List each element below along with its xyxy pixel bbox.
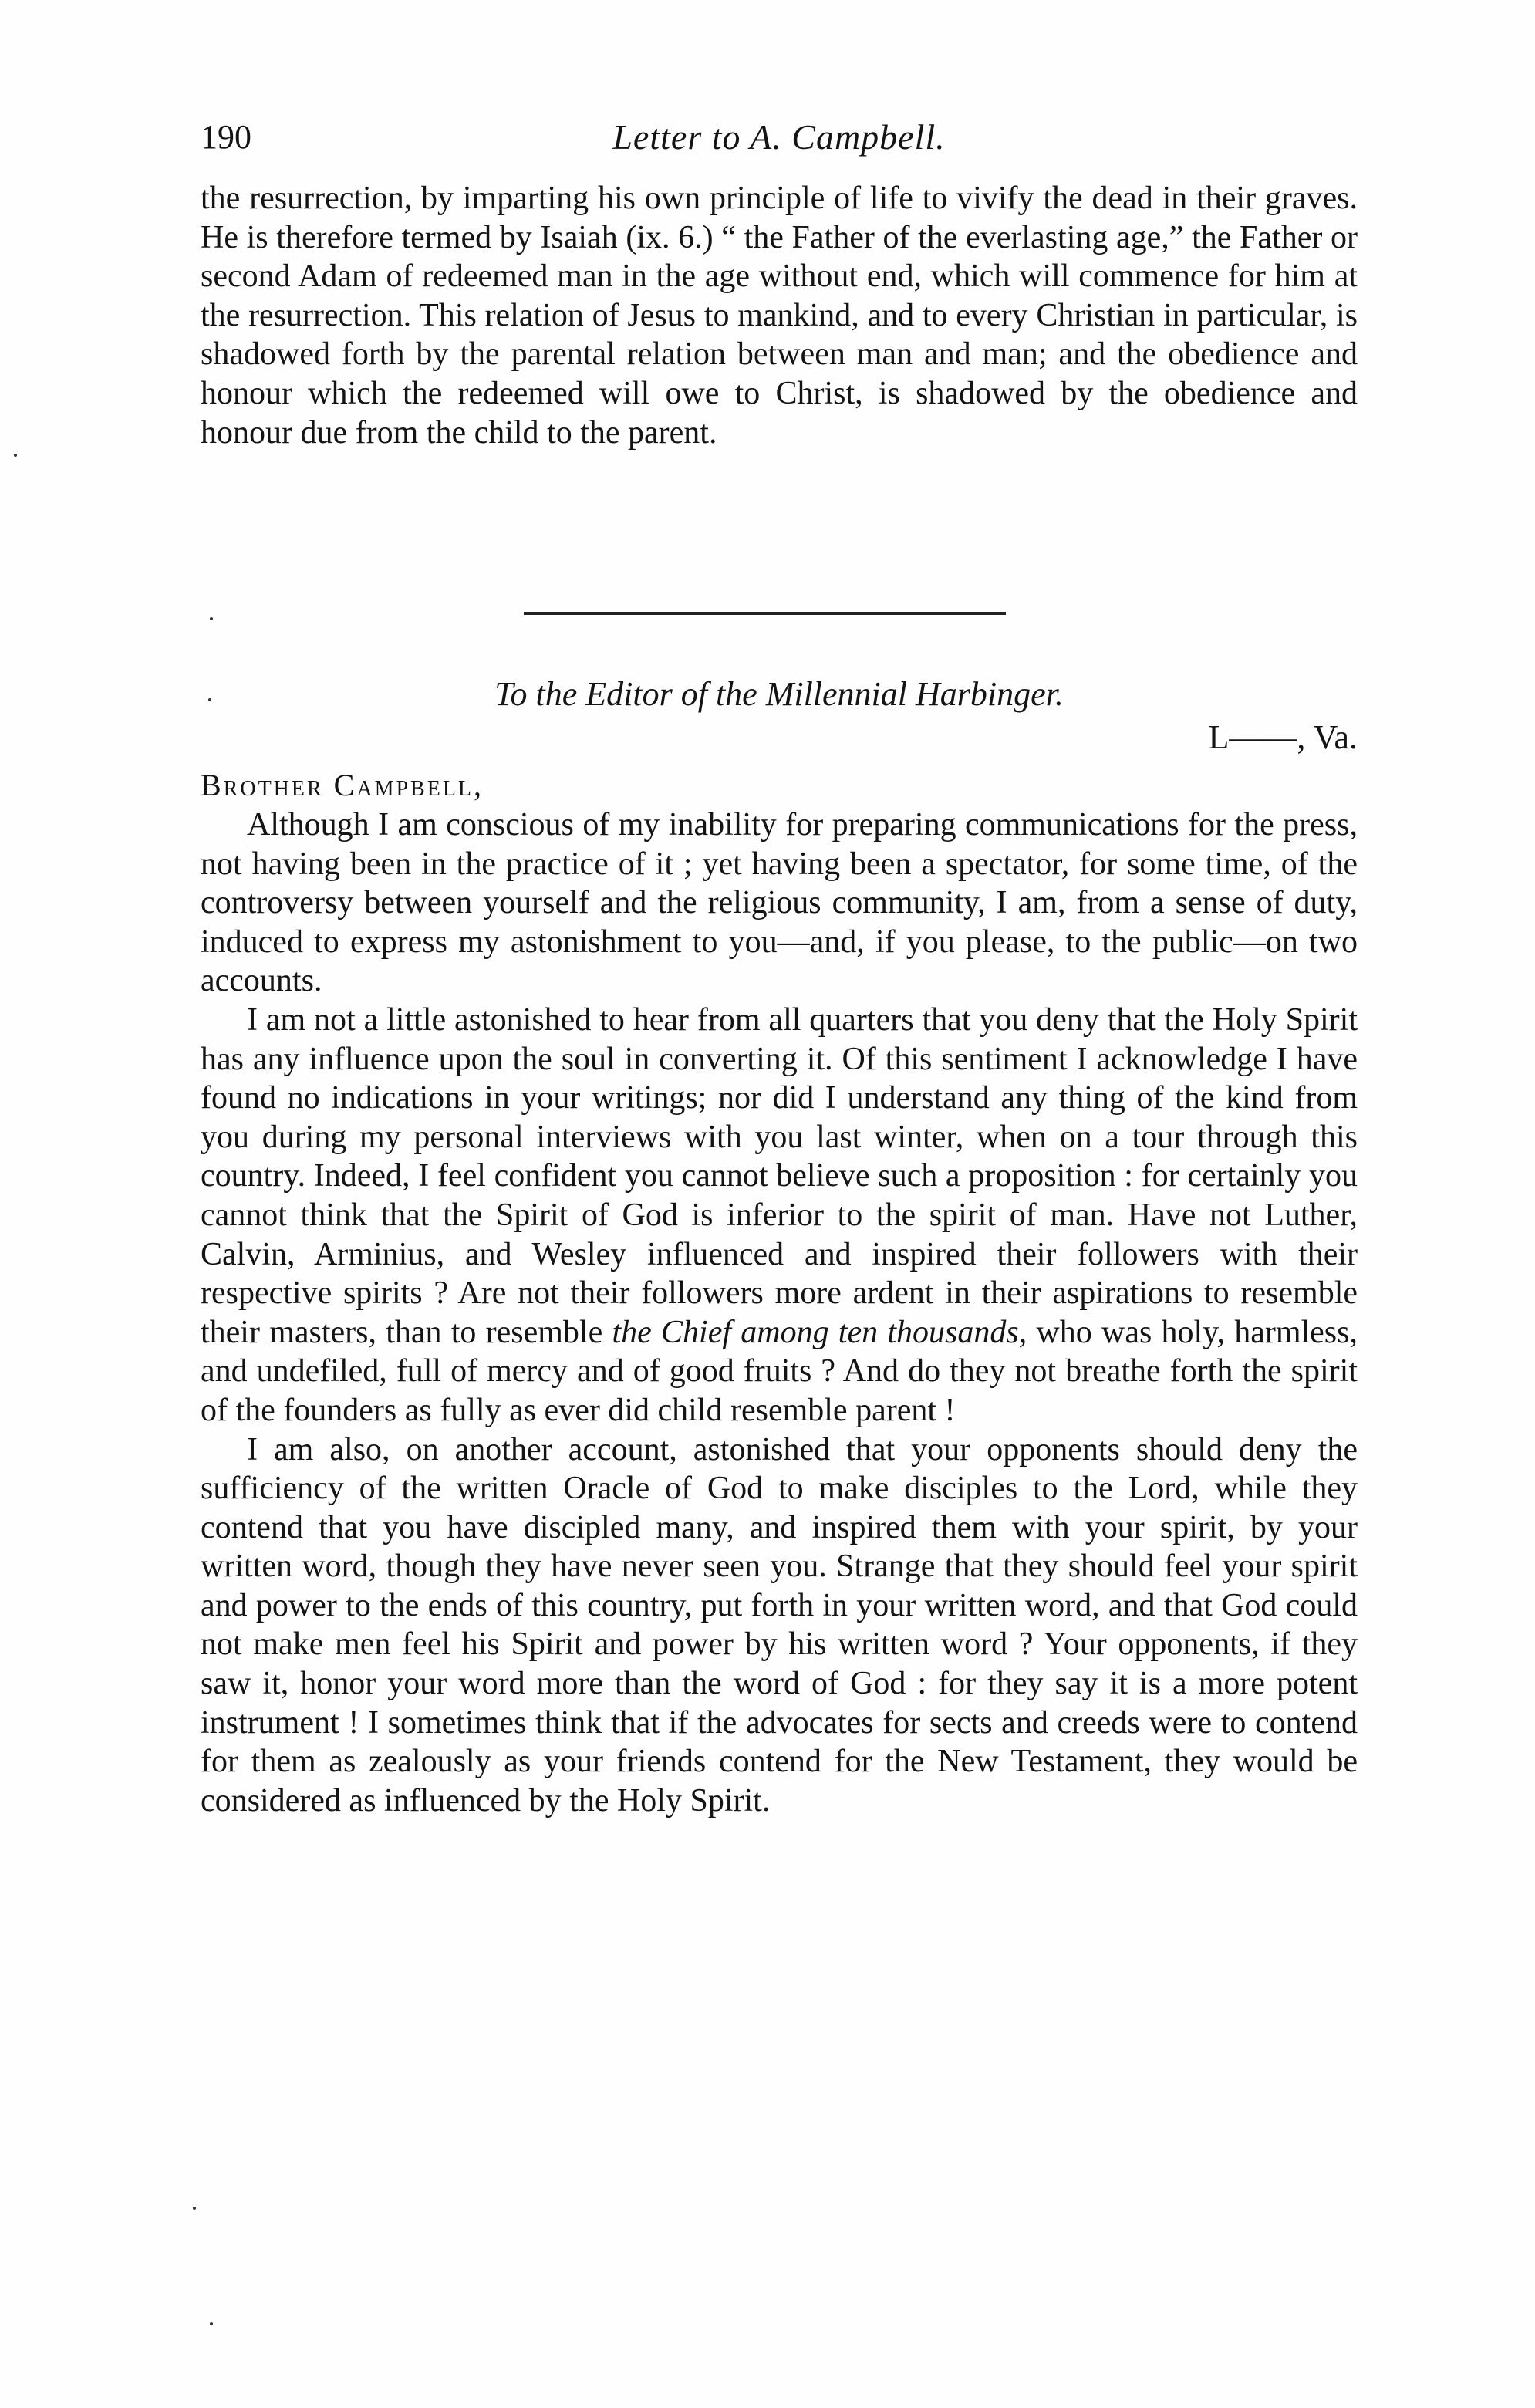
letter-paragraph-2-text-before: I am not a little astonished to hear from all quarters that you deny that the Holy Spirit has any influence upon the soul in converting it. Of this sentiment I acknowledge I have found no indications in your writings; nor did I understand any thing of the kind from you during my personal interviews with you last winter, when on a tour through this country. Indeed, I feel confident you cannot believe such a proposition : for certainly you cannot think that the Spirit of God is inferior to the spirit of man. Have not Luther, Calvin, Arminius, and Wesley influenced and inspired their followers with their respective spirits ? Are not their followers more ardent in their aspirations to resemble their masters, than to resemble: [201, 1001, 1358, 1350]
letter-paragraph-1: Although I am conscious of my inability for preparing communications for the press, not having been in the practice of it ; yet having been a spectator, for some time, of the controversy between yourself and the religious community, I am, from a sense of duty, induced to express my astonishment to you—and, if you please, to the public—on two accounts.: [201, 807, 1358, 999]
section-divider-rule: [524, 612, 1006, 615]
page-header: [201, 114, 1358, 168]
scan-speck: [14, 454, 17, 457]
scan-speck: [210, 2322, 213, 2325]
letter-salutation: Brother Campbell,: [201, 768, 484, 802]
page-number: 190: [201, 118, 251, 156]
letter-paragraph-3: I am also, on another account, astonished that your opponents should deny the sufficiency of the written Oracle of God to make disciples to the Lord, while they contend that you have discipled many, and inspired them with your spirit, by your written word, though they have never seen you. Strange that they should feel your spirit and power to the ends of this country, put forth in your written word, and that God could not make men feel his Spirit and power by his written word ? Your opponents, if they saw it, honor your word more than the word of God : for they say it is a more potent instrument ! I sometimes think that if the advocates for sects and creeds were to contend for them as zealously as your friends contend for the New Testament, they would be considered as influenced by the Holy Spirit.: [201, 1431, 1358, 1819]
opening-paragraph: the resurrection, by imparting his own principle of life to vivify the dead in their graves. He is therefore termed by Isaiah (ix. 6.) “ the Father of the everlasting age,” the Father or second Adam of redeemed man in the age without end, which will commence for him at the resurrection. This relation of Jesus to mankind, and to every Christian in particular, is shadowed forth by the parental relation between man and man; and the obedience and honour which the redeemed will owe to Christ, is shadowed by the obedience and honour due from the child to the parent.: [201, 181, 1358, 451]
scan-speck: [210, 617, 213, 620]
letter-body: [201, 805, 1358, 1820]
scan-speck: [193, 2207, 196, 2210]
letter-paragraph-2: [201, 1001, 1358, 1430]
letter-paragraph-2-text-after: who was holy, harmless, and undefiled, full of mercy and of good fruits ? And do they not breathe forth the spirit of the founders as fully as ever did child resemble parent !: [201, 1314, 1358, 1428]
letter-heading: To the Editor of the Millennial Harbinger.: [494, 675, 1064, 713]
opening-text-block: [201, 179, 1358, 452]
letter-place: L——, Va.: [1208, 718, 1358, 756]
scan-speck: [208, 698, 211, 701]
letter-paragraph-2-italic-phrase: the Chief among ten thousands,: [612, 1314, 1027, 1350]
running-head: Letter to A. Campbell.: [612, 117, 946, 157]
